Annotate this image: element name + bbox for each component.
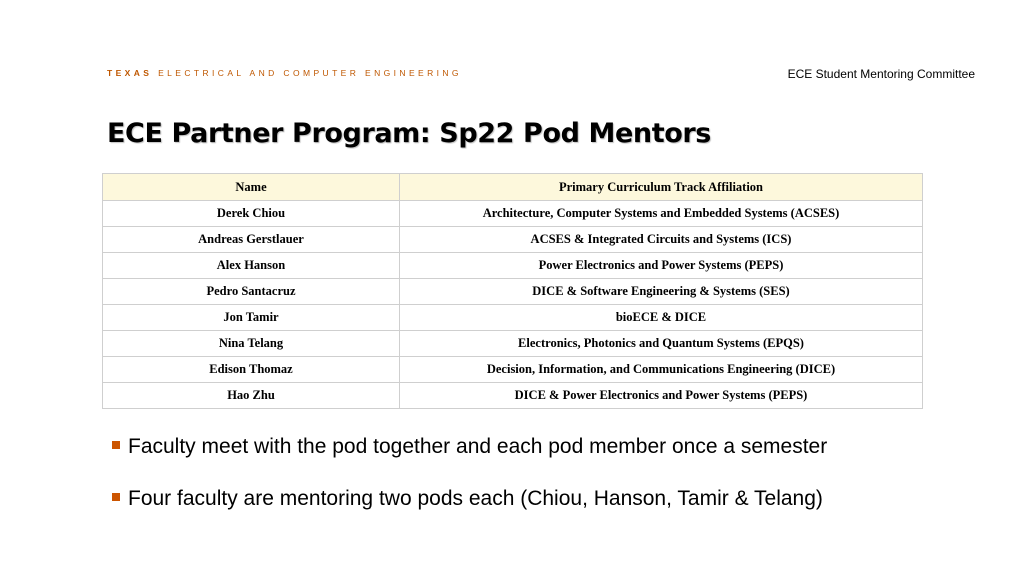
mentor-track: Decision, Information, and Communications Engineering (DICE) [400,357,923,383]
brand-wordmark-rest: ELECTRICAL AND COMPUTER ENGINEERING [158,68,462,78]
table-row [103,227,923,253]
mentor-track: bioECE & DICE [400,305,923,331]
table-row [103,305,923,331]
square-bullet-icon [112,441,120,449]
mentor-name: Derek Chiou [103,201,400,227]
table-header-row [103,174,923,201]
table-row [103,201,923,227]
table-row [103,279,923,305]
bullet-item [112,486,827,512]
mentor-track: Power Electronics and Power Systems (PEPS) [400,253,923,279]
column-header-track: Primary Curriculum Track Affiliation [400,174,923,201]
table-row [103,383,923,409]
mentor-name: Hao Zhu [103,383,400,409]
mentor-track: ACSES & Integrated Circuits and Systems (ICS) [400,227,923,253]
mentor-name: Nina Telang [103,331,400,357]
bullet-text: Faculty meet with the pod together and each pod member once a semester [128,435,828,458]
bullet-list [112,434,827,512]
mentor-track: Architecture, Computer Systems and Embedded Systems (ACSES) [400,201,923,227]
table-row [103,253,923,279]
mentor-name: Jon Tamir [103,305,400,331]
mentors-table [102,173,923,409]
square-bullet-icon [112,493,120,501]
brand-wordmark [107,68,462,78]
mentor-name: Alex Hanson [103,253,400,279]
mentor-track: DICE & Software Engineering & Systems (SES) [400,279,923,305]
bullet-text: Four faculty are mentoring two pods each (Chiou, Hanson, Tamir & Telang) [128,487,823,510]
mentor-name: Edison Thomaz [103,357,400,383]
bullet-item [112,434,827,460]
column-header-name: Name [103,174,400,201]
page-title: ECE Partner Program: Sp22 Pod Mentors [107,118,711,149]
mentor-name: Andreas Gerstlauer [103,227,400,253]
mentor-track: Electronics, Photonics and Quantum Systems (EPQS) [400,331,923,357]
brand-wordmark-bold: TEXAS [107,68,153,78]
mentor-name: Pedro Santacruz [103,279,400,305]
mentor-track: DICE & Power Electronics and Power Systems (PEPS) [400,383,923,409]
table-row [103,357,923,383]
committee-label: ECE Student Mentoring Committee [787,67,975,81]
table-row [103,331,923,357]
